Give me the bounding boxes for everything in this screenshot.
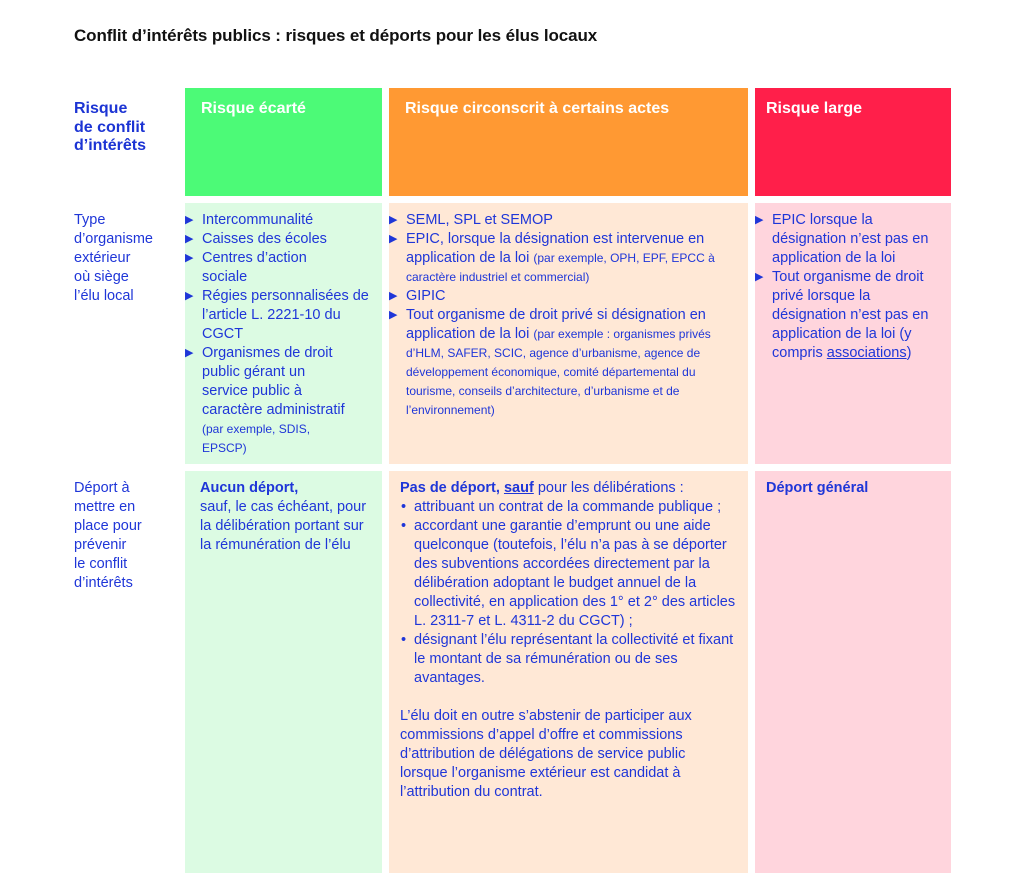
triangle-bullet-icon: ▶ — [389, 290, 398, 302]
list-item-tail: ) — [906, 345, 912, 361]
list-item-text: SEML, SPL et SEMOP — [406, 212, 553, 228]
triangle-bullet-icon: ▶ — [755, 214, 764, 226]
row-label-risk — [74, 100, 146, 156]
list-item-text: GIPIC — [406, 288, 446, 304]
deport-note: L’élu doit en outre s’abstenir de participer aux commissions d’appel d’offre et commissions d’attribution de délégations de service public lorsque l’organisme extérieur est candidat à l’attribution du contrat. — [400, 708, 692, 800]
list-item — [400, 498, 736, 517]
header-risk-excluded — [185, 88, 382, 196]
row-label-line: l’élu local — [74, 288, 134, 304]
list-item-note: (par exemple, OPH, EPF, EPCC à caractère industriel et commercial) — [406, 251, 715, 284]
list-item-text: EPIC lorsque la désignation n’est pas en application de la loi — [772, 212, 929, 266]
header-label: Risque écarté — [201, 100, 306, 117]
list-item-text: Tout organisme de droit privé si désignation en application de la loi — [406, 307, 706, 342]
header-label: Risque large — [766, 100, 863, 117]
triangle-bullet-icon: ▶ — [389, 233, 398, 245]
cell-deport-limited — [389, 471, 748, 873]
list-item-text: accordant une garantie d’emprunt ou une aide quelconque (toutefois, l’élu n’a pas à se déporter des subventions accordées directement par la délibération adoptant le budget annuel de la collectivité, en application des 1° et 2° des articles L. 2311-7 et L. 4311-2 du CGCT) ; — [414, 518, 736, 629]
type-list — [755, 211, 933, 363]
list-item — [755, 268, 933, 363]
deport-text: sauf, le cas échéant, pour la délibération portant sur la rémunération de l’élu — [200, 499, 367, 553]
list-item-text: EPIC, lorsque la désignation est intervenue en application de la loi — [406, 231, 705, 266]
triangle-bullet-icon: ▶ — [389, 309, 398, 321]
row-label-line: d’intérêts — [74, 575, 133, 591]
list-item — [185, 287, 372, 344]
row-label-line: où siège — [74, 269, 129, 285]
list-item-text: attribuant un contrat de la commande publique ; — [414, 499, 722, 515]
cell-deport-broad — [755, 471, 951, 873]
list-item — [185, 249, 372, 287]
row-label-deport — [74, 479, 142, 593]
list-item — [185, 344, 372, 458]
list-item-text: Régies personnalisées de l’article L. 2221-10 du CGCT — [202, 288, 369, 342]
row-label-line: Type — [74, 212, 106, 228]
list-item-text: Tout organisme de droit privé lorsque la désignation n’est pas en application de la loi (y compris — [772, 269, 929, 361]
list-item-note: (par exemple, SDIS, EPSCP) — [202, 422, 311, 455]
dot-bullet-icon: • — [401, 632, 407, 648]
list-item — [185, 211, 372, 230]
dot-bullet-icon: • — [401, 518, 407, 534]
header-risk-broad — [755, 88, 951, 196]
triangle-bullet-icon: ▶ — [185, 290, 194, 302]
row-label-type — [74, 211, 153, 306]
list-item — [755, 211, 933, 268]
row-label-line: prévenir — [74, 537, 127, 553]
list-item — [400, 517, 736, 631]
list-item-text: désignant l’élu représentant la collectivité et fixant le montant de sa rémunération ou de ses avantages. — [414, 632, 734, 686]
deport-intro — [400, 479, 736, 498]
header-risk-limited — [389, 88, 748, 196]
type-list — [185, 211, 372, 458]
row-label-line: Risque — [74, 100, 128, 117]
row-label-line: le conflit — [74, 556, 128, 572]
list-item — [389, 306, 738, 420]
list-item-text: Centres d’action sociale — [202, 250, 307, 285]
row-label-line: mettre en — [74, 499, 136, 515]
row-label-line: place pour — [74, 518, 142, 534]
deport-heading-exception: sauf — [503, 480, 534, 496]
deport-intro-text: pour les délibérations : — [537, 480, 684, 496]
list-item-text: Organismes de droit public gérant un service public à caractère administratif — [202, 345, 345, 418]
list-item — [400, 631, 736, 688]
deport-heading: Pas de déport, — [400, 480, 500, 496]
deport-heading: Déport général — [766, 480, 869, 496]
deport-list — [400, 498, 736, 688]
row-label-line: Déport à — [74, 480, 130, 496]
row-label-line: de conflit — [74, 118, 146, 136]
cell-deport-excluded — [185, 471, 382, 873]
page-title: Conflit d’intérêts publics : risques et déports pour les élus locaux — [74, 26, 598, 45]
list-item-text: Intercommunalité — [202, 212, 314, 228]
associations-link[interactable]: associations — [826, 345, 907, 361]
list-item-text: Caisses des écoles — [202, 231, 327, 247]
row-label-line: d’intérêts — [74, 137, 147, 154]
list-item — [389, 211, 738, 230]
deport-heading: Aucun déport, — [200, 480, 299, 496]
cell-types-excluded — [185, 203, 382, 464]
triangle-bullet-icon: ▶ — [185, 233, 194, 245]
triangle-bullet-icon: ▶ — [389, 214, 398, 226]
row-label-line: extérieur — [74, 250, 131, 266]
type-list — [389, 211, 738, 420]
triangle-bullet-icon: ▶ — [185, 347, 194, 359]
header-label: Risque circonscrit à certains actes — [405, 100, 670, 117]
dot-bullet-icon: • — [401, 499, 407, 515]
list-item — [389, 287, 738, 306]
triangle-bullet-icon: ▶ — [755, 271, 764, 283]
cell-types-broad — [755, 203, 951, 464]
cell-types-limited — [389, 203, 748, 464]
triangle-bullet-icon: ▶ — [185, 252, 194, 264]
list-item-note: (par exemple : organismes privés d’HLM, SAFER, SCIC, agence d’urbanisme, agence de développement économique, comité départemental du tourisme, conseils d’architecture, d’urbanisme et de l’environnement) — [406, 327, 711, 417]
list-item — [389, 230, 738, 287]
list-item — [185, 230, 372, 249]
triangle-bullet-icon: ▶ — [185, 214, 194, 226]
row-label-line: d’organisme — [74, 231, 153, 247]
